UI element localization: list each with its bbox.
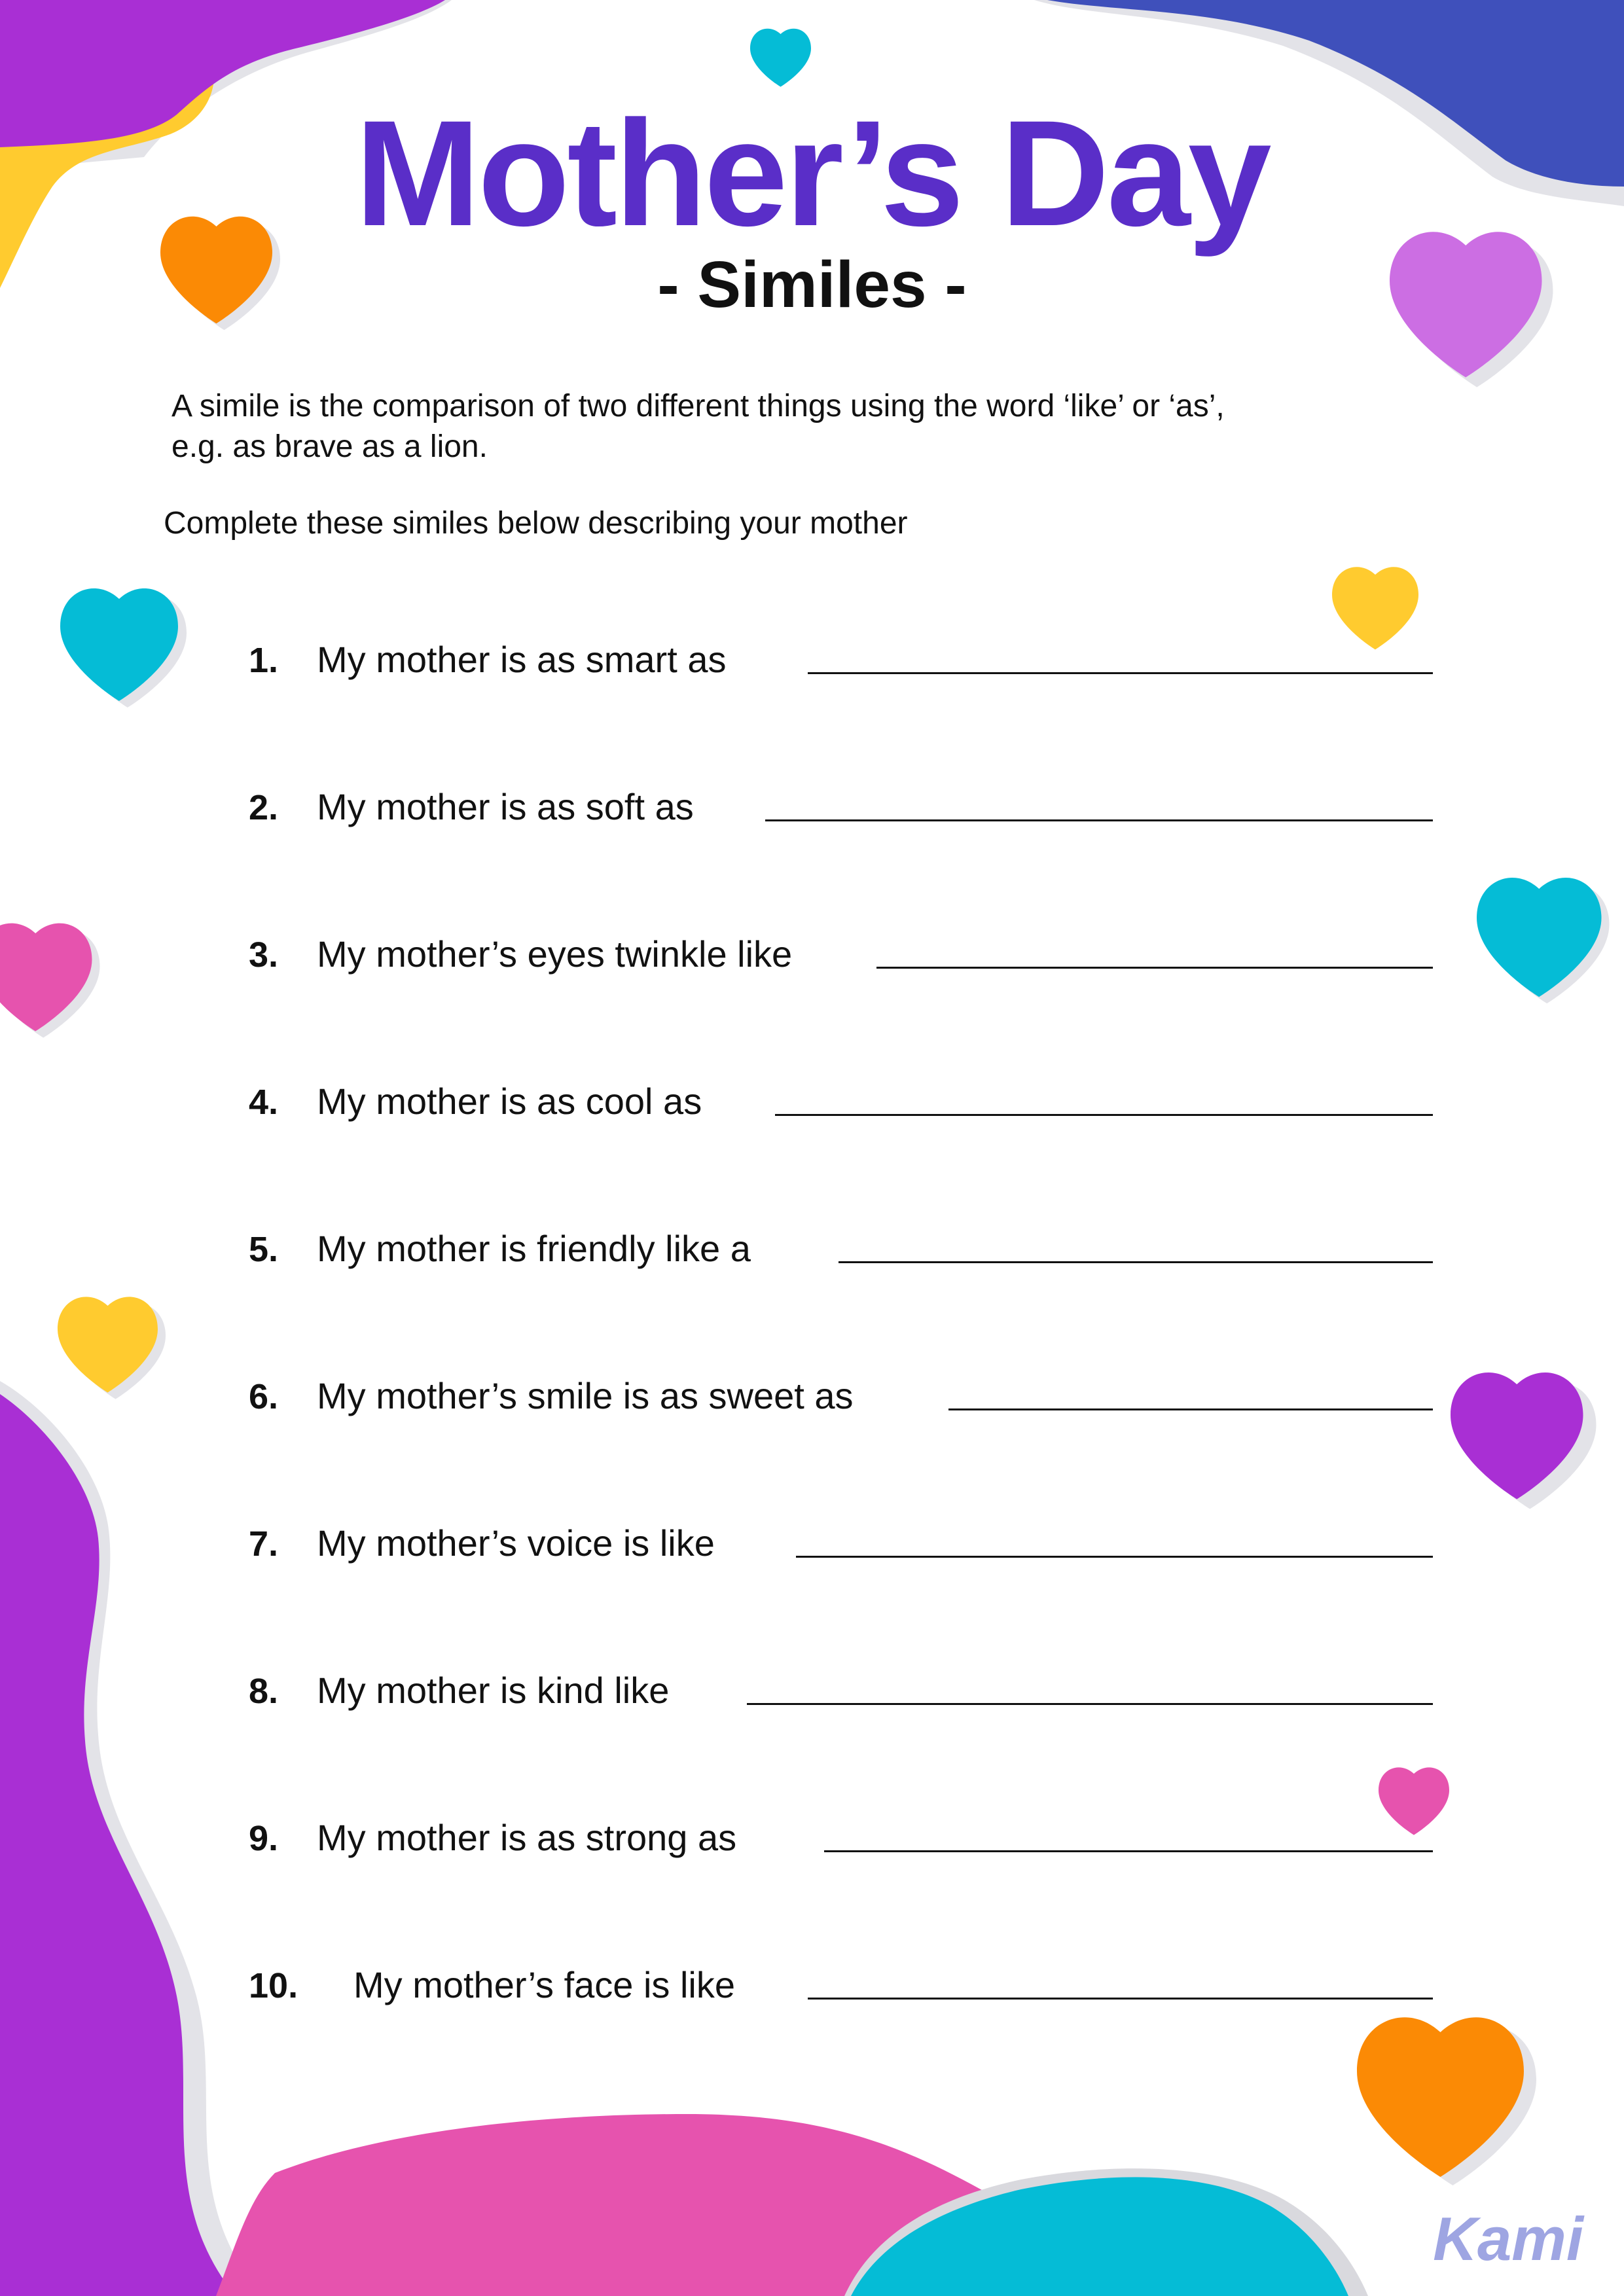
intro-line: e.g. as brave as a lion. bbox=[171, 429, 488, 464]
item-number: 3. bbox=[249, 935, 279, 975]
instruction-text: Complete these similes below describing your mother bbox=[164, 506, 908, 541]
item-prompt: My mother’s voice is like bbox=[317, 1522, 715, 1564]
list-item bbox=[249, 782, 1433, 834]
heart-icon bbox=[60, 588, 187, 708]
item-number: 1. bbox=[249, 641, 279, 680]
item-number: 7. bbox=[249, 1524, 279, 1564]
item-prompt: My mother is as smart as bbox=[317, 639, 727, 680]
item-number: 9. bbox=[249, 1819, 279, 1858]
answer-line[interactable] bbox=[765, 819, 1433, 821]
answer-line[interactable] bbox=[808, 1998, 1433, 2000]
heart-icon bbox=[1477, 878, 1610, 1003]
item-prompt: My mother’s smile is as sweet as bbox=[317, 1375, 854, 1416]
item-prompt: My mother is as soft as bbox=[317, 786, 694, 827]
intro-line: A simile is the comparison of two different things using the word ‘like’ or ‘as’, bbox=[171, 389, 1225, 423]
item-prompt: My mother’s face is like bbox=[353, 1964, 735, 2005]
answer-line[interactable] bbox=[808, 672, 1433, 674]
item-number: 5. bbox=[249, 1230, 279, 1269]
item-number: 4. bbox=[249, 1083, 279, 1122]
brand-logo: Kami bbox=[1433, 2204, 1583, 2273]
item-prompt: My mother is as cool as bbox=[317, 1081, 702, 1122]
intro-paragraph bbox=[171, 386, 1448, 467]
heart-icon bbox=[58, 1297, 166, 1399]
item-number: 8. bbox=[249, 1672, 279, 1711]
answer-line[interactable] bbox=[775, 1114, 1433, 1116]
list-item bbox=[249, 1077, 1433, 1129]
list-item bbox=[249, 1224, 1433, 1276]
answer-line[interactable] bbox=[876, 967, 1433, 969]
answer-line[interactable] bbox=[948, 1408, 1433, 1410]
heart-icon bbox=[750, 29, 811, 87]
item-prompt: My mother is kind like bbox=[317, 1670, 670, 1711]
answer-line[interactable] bbox=[747, 1703, 1433, 1705]
answer-line[interactable] bbox=[839, 1261, 1433, 1263]
answer-line[interactable] bbox=[796, 1556, 1433, 1558]
item-prompt: My mother’s eyes twinkle like bbox=[317, 933, 793, 975]
list-item bbox=[249, 1666, 1433, 1718]
list-item bbox=[249, 635, 1433, 687]
item-number: 2. bbox=[249, 788, 279, 827]
item-number: 6. bbox=[249, 1377, 279, 1416]
heart-icon bbox=[0, 924, 100, 1038]
item-number: 10. bbox=[249, 1966, 298, 2005]
list-item bbox=[249, 1371, 1433, 1424]
list-item bbox=[249, 929, 1433, 982]
page-subtitle: - Similes - bbox=[657, 248, 967, 321]
heart-icon bbox=[1357, 2017, 1536, 2185]
list-item bbox=[249, 1518, 1433, 1571]
item-prompt: My mother is friendly like a bbox=[317, 1228, 751, 1269]
page-title: Mother’s Day bbox=[355, 89, 1269, 257]
item-prompt: My mother is as strong as bbox=[317, 1817, 737, 1858]
list-item bbox=[249, 1813, 1433, 1865]
list-item bbox=[249, 1960, 1433, 2013]
heart-icon bbox=[1451, 1372, 1597, 1509]
answer-line[interactable] bbox=[824, 1850, 1433, 1852]
